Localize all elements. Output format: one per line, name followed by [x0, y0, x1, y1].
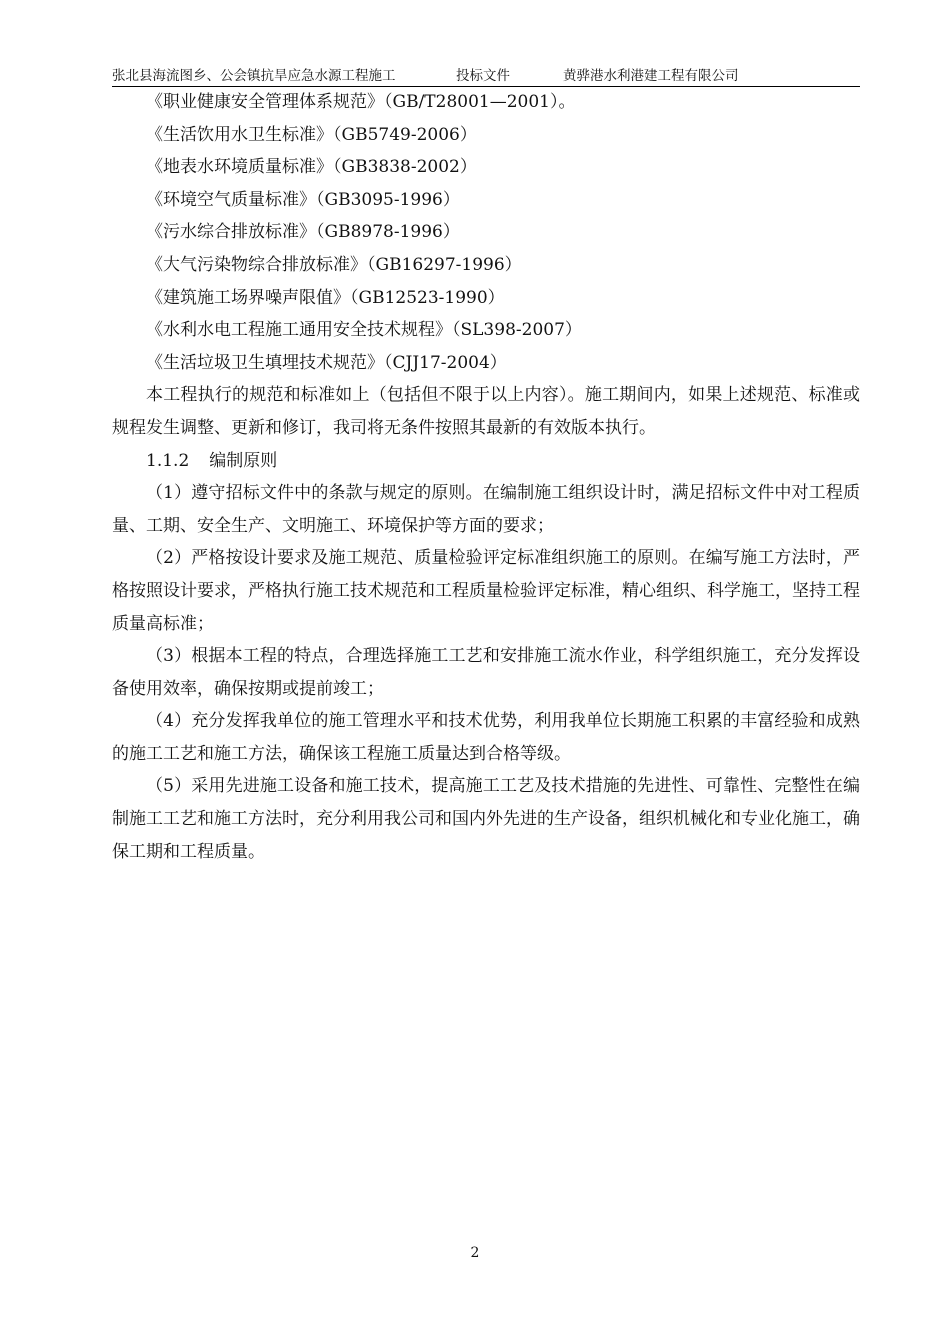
standards-summary: 本工程执行的规范和标准如上（包括但不限于以上内容）。施工期间内，如果上述规范、标准或规程发生调整、更新和修订，我司将无条件按照其最新的有效版本执行。: [112, 385, 860, 438]
standard-item: 《建筑施工场界噪声限值》（GB12523-1990）: [146, 287, 505, 308]
standard-item: 《地表水环境质量标准》（GB3838-2002）: [146, 157, 477, 178]
header-doc-type: 投标文件: [456, 68, 510, 84]
standards-list: [112, 86, 860, 379]
standard-item: 《生活饮用水卫生标准》（GB5749-2006）: [146, 124, 477, 145]
document-body: [112, 86, 860, 868]
principle-item: （4）充分发挥我单位的施工管理水平和技术优势，利用我单位长期施工积累的丰富经验和成熟的施工工艺和施工方法，确保该工程施工质量达到合格等级。: [112, 711, 860, 764]
header-project: 张北县海流图乡、公会镇抗旱应急水源工程施工: [112, 68, 396, 84]
page-number: 2: [470, 1245, 480, 1261]
standard-item: 《环境空气质量标准》（GB3095-1996）: [146, 189, 460, 210]
standard-item: 《水利水电工程施工通用安全技术规程》（SL398-2007）: [146, 320, 582, 341]
principle-item: （2）严格按设计要求及施工规范、质量检验评定标准组织施工的原则。在编写施工方法时，严格按照设计要求，严格执行施工技术规范和工程质量检验评定标准，精心组织、科学施工，坚持工程质量高标准；: [112, 548, 860, 634]
section-number: 1.1.2: [146, 450, 190, 471]
principle-item: （5）采用先进施工设备和施工技术，提高施工工艺及技术措施的先进性、可靠性、完整性在编制施工工艺和施工方法时，充分利用我公司和国内外先进的生产设备，组织机械化和专业化施工，确保工期和工程质量。: [112, 776, 860, 862]
page-header: [112, 66, 860, 86]
standard-item: 《生活垃圾卫生填埋技术规范》（CJJ17-2004）: [146, 352, 507, 373]
principle-item: （3）根据本工程的特点，合理选择施工工艺和安排施工流水作业，科学组织施工，充分发挥设备使用效率，确保按期或提前竣工；: [112, 646, 860, 699]
standard-item: 《大气污染物综合排放标准》（GB16297-1996）: [146, 254, 522, 275]
section-title: 编制原则: [209, 450, 278, 471]
header-company: 黄骅港水利港建工程有限公司: [563, 68, 739, 84]
section-heading: [112, 445, 860, 478]
standard-item: 《污水综合排放标准》（GB8978-1996）: [146, 222, 460, 243]
standard-item: 《职业健康安全管理体系规范》（GB/T28001—2001）。: [146, 92, 576, 112]
principles-list: [112, 477, 860, 868]
principle-item: （1）遵守招标文件中的条款与规定的原则。在编制施工组织设计时，满足招标文件中对工程质量、工期、安全生产、文明施工、环境保护等方面的要求；: [112, 483, 860, 536]
